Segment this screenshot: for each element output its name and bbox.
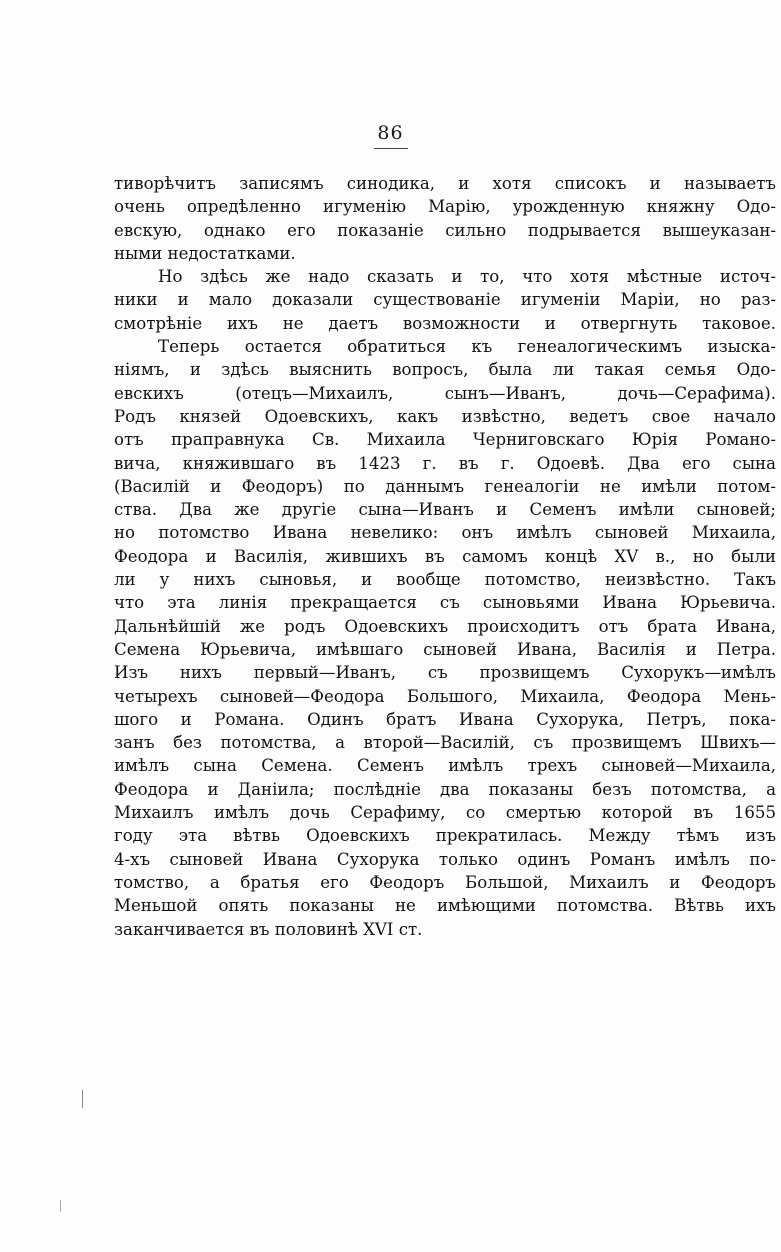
text-line: смотрѣніе ихъ не даетъ возможности и отвергнуть таковое.: [114, 313, 776, 333]
text-line: евскую, однако его показаніе сильно подрывается вышеуказан-: [114, 220, 776, 240]
scan-artifact: [60, 1200, 61, 1212]
text-line: ли у нихъ сыновья, и вообще потомство, неизвѣстно. Такъ: [114, 570, 776, 590]
text-line: Семена Юрьевича, имѣвшаго сыновей Ивана, Василія и Петра.: [114, 639, 776, 659]
text-line: что эта линія прекращается съ сыновьями Ивана Юрьевича.: [114, 593, 776, 613]
text-line: вича, княжившаго въ 1423 г. въ г. Одоевѣ. Два его сына: [114, 453, 776, 473]
text-line: томство, а братья его Феодоръ Большой, Михаилъ и Феодоръ: [114, 872, 776, 892]
text-line: отъ праправнука Св. Михаила Черниговскаго Юрія Романо-: [114, 430, 776, 450]
text-line: Феодора и Василія, жившихъ въ самомъ концѣ XV в., но были: [114, 546, 776, 566]
text-line: занъ без потомства, а второй—Василій, съ прозвищемъ Швихъ—: [114, 733, 776, 753]
text-line: но потомство Ивана невелико: онъ имѣлъ сыновей Михаила,: [114, 523, 776, 543]
text-line: ніямъ, и здѣсь выяснить вопросъ, была ли такая семья Одо-: [114, 360, 776, 380]
text-line: 4-хъ сыновей Ивана Сухорука только одинъ Романъ имѣлъ по-: [114, 849, 776, 869]
paragraph-2: [114, 265, 776, 335]
text-line: заканчивается въ половинѣ XVI ст.: [114, 919, 423, 939]
scan-artifact: [82, 1090, 83, 1108]
body-text: [114, 172, 776, 941]
text-line: Родъ князей Одоевскихъ, какъ извѣстно, ведетъ свое начало: [114, 406, 776, 426]
text-line: ства. Два же другіе сына—Иванъ и Семенъ имѣли сыновей;: [114, 500, 776, 520]
text-line: Теперь остается обратиться къ генеалогическимъ изыска-: [158, 337, 776, 357]
text-line: очень опредѣленно игуменію Марію, урожденную княжну Одо-: [114, 197, 776, 217]
text-line: шого и Романа. Одинъ братъ Ивана Сухорука, Петръ, пока-: [114, 709, 776, 729]
text-line: Феодора и Даніила; послѣдніе два показаны безъ потомства, а: [114, 779, 776, 799]
text-line: евскихъ (отецъ—Михаилъ, сынъ—Иванъ, дочь—Серафима).: [114, 383, 776, 403]
text-line: Меньшой опять показаны не имѣющими потомства. Вѣтвь ихъ: [114, 896, 776, 916]
text-line: Изъ нихъ первый—Иванъ, съ прозвищемъ Сухорукъ—имѣлъ: [114, 663, 776, 683]
paragraph-1: [114, 172, 776, 265]
text-line: Но здѣсь же надо сказать и то, что хотя мѣстные источ-: [158, 267, 776, 287]
text-line: ники и мало доказали существованіе игуменіи Маріи, но раз-: [114, 290, 776, 310]
text-line: ными недостатками.: [114, 243, 296, 263]
page-number: 86: [0, 122, 781, 149]
text-line: (Василій и Феодоръ) по даннымъ генеалогіи не имѣли потом-: [114, 476, 776, 496]
text-line: Дальнѣйшій же родъ Одоевскихъ происходитъ отъ брата Ивана,: [114, 616, 776, 636]
paragraph-3: [114, 335, 776, 941]
text-line: Михаилъ имѣлъ дочь Серафиму, со смертью которой въ 1655: [114, 803, 776, 823]
text-line: четырехъ сыновей—Феодора Большого, Михаила, Феодора Мень-: [114, 686, 776, 706]
text-line: тиворѣчитъ записямъ синодика, и хотя списокъ и называетъ: [114, 174, 776, 193]
text-line: имѣлъ сына Семена. Семенъ имѣлъ трехъ сыновей—Михаила,: [114, 756, 776, 776]
text-line: году эта вѣтвь Одоевскихъ прекратилась. Между тѣмъ изъ: [114, 826, 776, 846]
